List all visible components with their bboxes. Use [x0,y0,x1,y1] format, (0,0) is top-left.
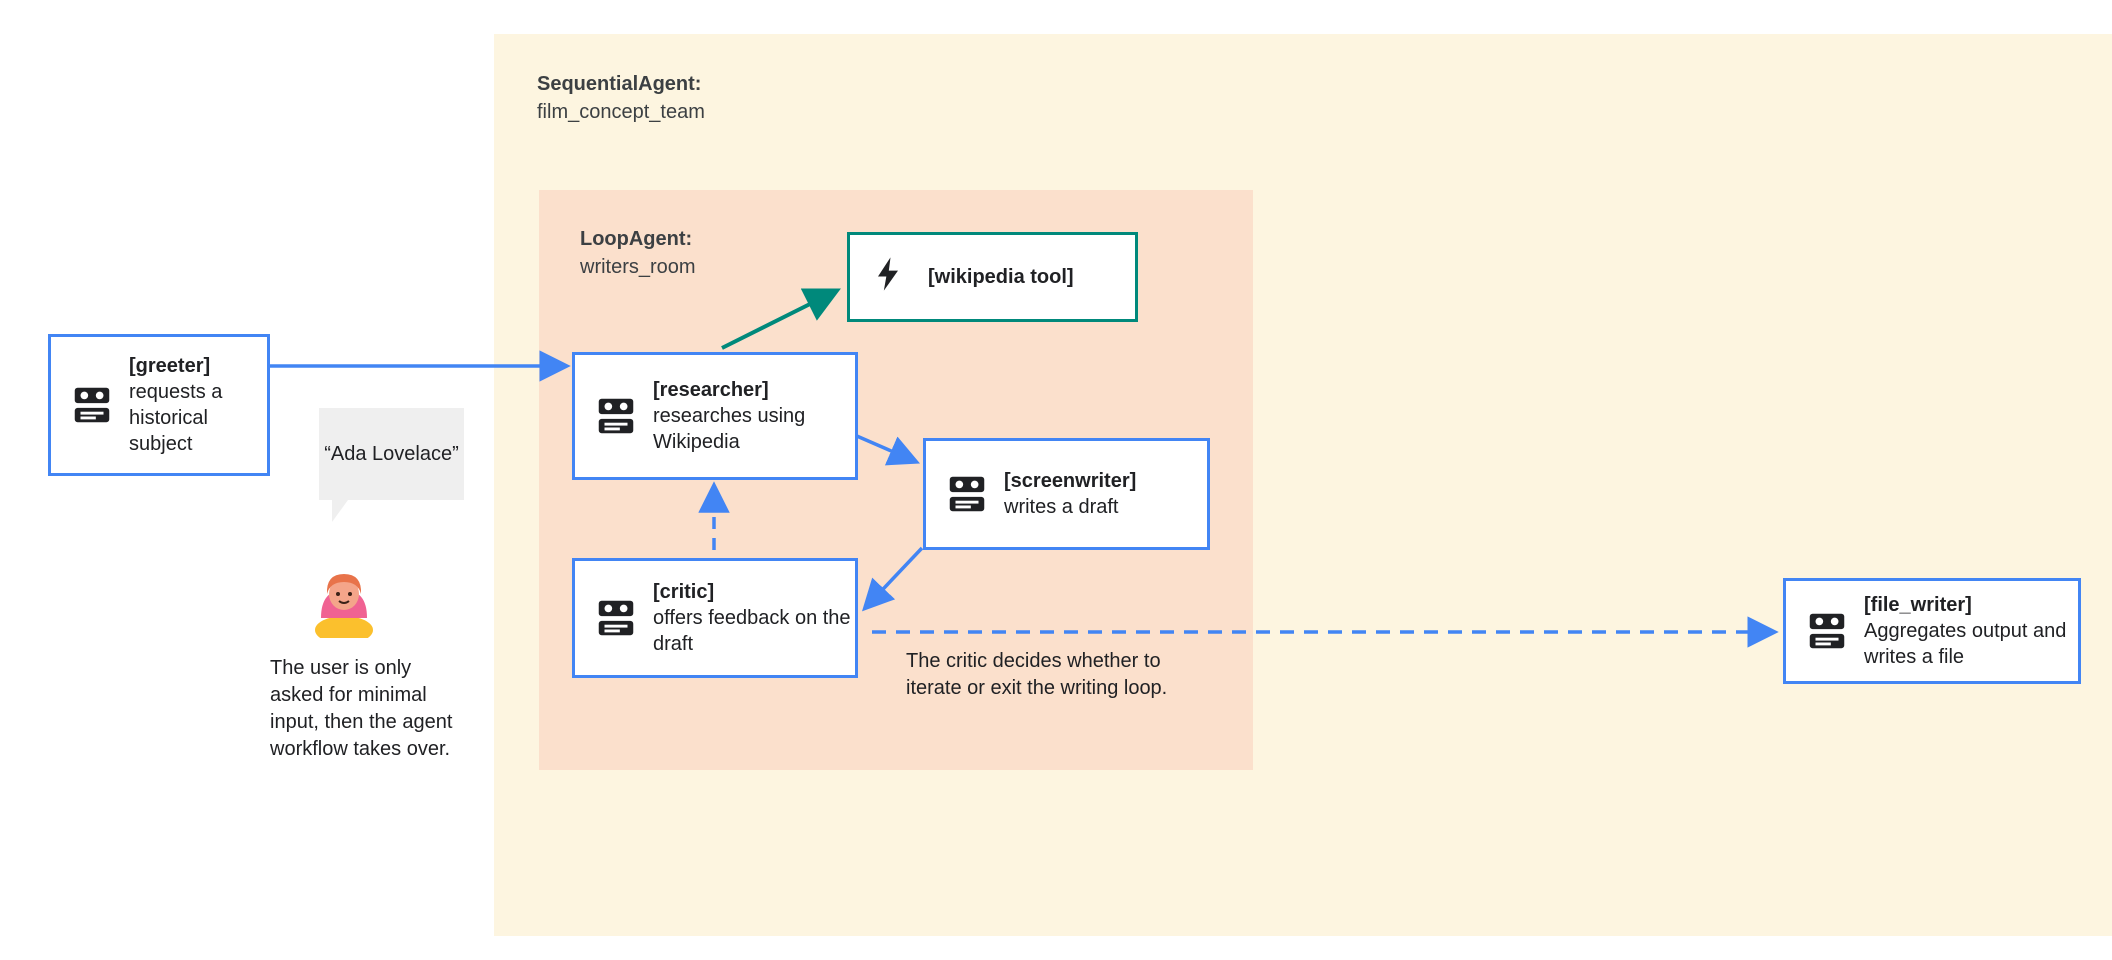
robot-icon [944,471,990,517]
node-file-writer-text [1864,592,2078,670]
node-wikipedia-tool[interactable] [847,232,1138,322]
node-wikipedia-tool-name: [wikipedia tool] [928,266,1074,288]
loop-agent-title-label: LoopAgent: [580,228,693,250]
node-greeter-desc: requests a historical subject [129,381,223,455]
loop-agent-title [580,225,880,281]
user-caption: The user is only asked for minimal input, then the agent workflow takes over. [270,657,453,760]
loop-note: The critic decides whether to iterate or exit the writing loop. [906,650,1168,699]
user-speech-bubble [319,408,464,500]
node-researcher[interactable] [572,352,858,480]
sequential-agent-title [537,70,937,126]
speech-bubble-tail [332,500,348,522]
sequential-agent-name: film_concept_team [537,101,705,123]
robot-icon [69,382,115,428]
robot-icon [1804,608,1850,654]
node-file-writer[interactable] [1783,578,2081,684]
node-researcher-name: [researcher] [653,379,769,401]
node-critic-name: [critic] [653,581,715,603]
user-quote-text: “Ada Lovelace” [324,443,459,465]
robot-icon [593,595,639,641]
bolt-icon [868,254,914,300]
node-greeter-name: [greeter] [129,355,211,377]
node-greeter[interactable] [48,334,270,476]
node-researcher-text [653,377,855,455]
node-screenwriter-text [1004,468,1136,520]
node-researcher-desc: researches using Wikipedia [653,405,806,453]
user-avatar [305,560,383,638]
node-screenwriter[interactable] [923,438,1210,550]
robot-icon [593,393,639,439]
node-critic-desc: offers feedback on the draft [653,607,851,655]
node-screenwriter-desc: writes a draft [1004,496,1119,518]
node-wikipedia-tool-text [928,264,1074,290]
loop-agent-name: writers_room [580,256,696,278]
node-file-writer-desc: Aggregates output and writes a file [1864,620,2067,668]
node-critic-text [653,579,855,657]
node-critic[interactable] [572,558,858,678]
node-greeter-text [129,353,267,457]
node-screenwriter-name: [screenwriter] [1004,470,1137,492]
sequential-agent-title-label: SequentialAgent: [537,73,702,95]
node-file-writer-name: [file_writer] [1864,594,1972,616]
